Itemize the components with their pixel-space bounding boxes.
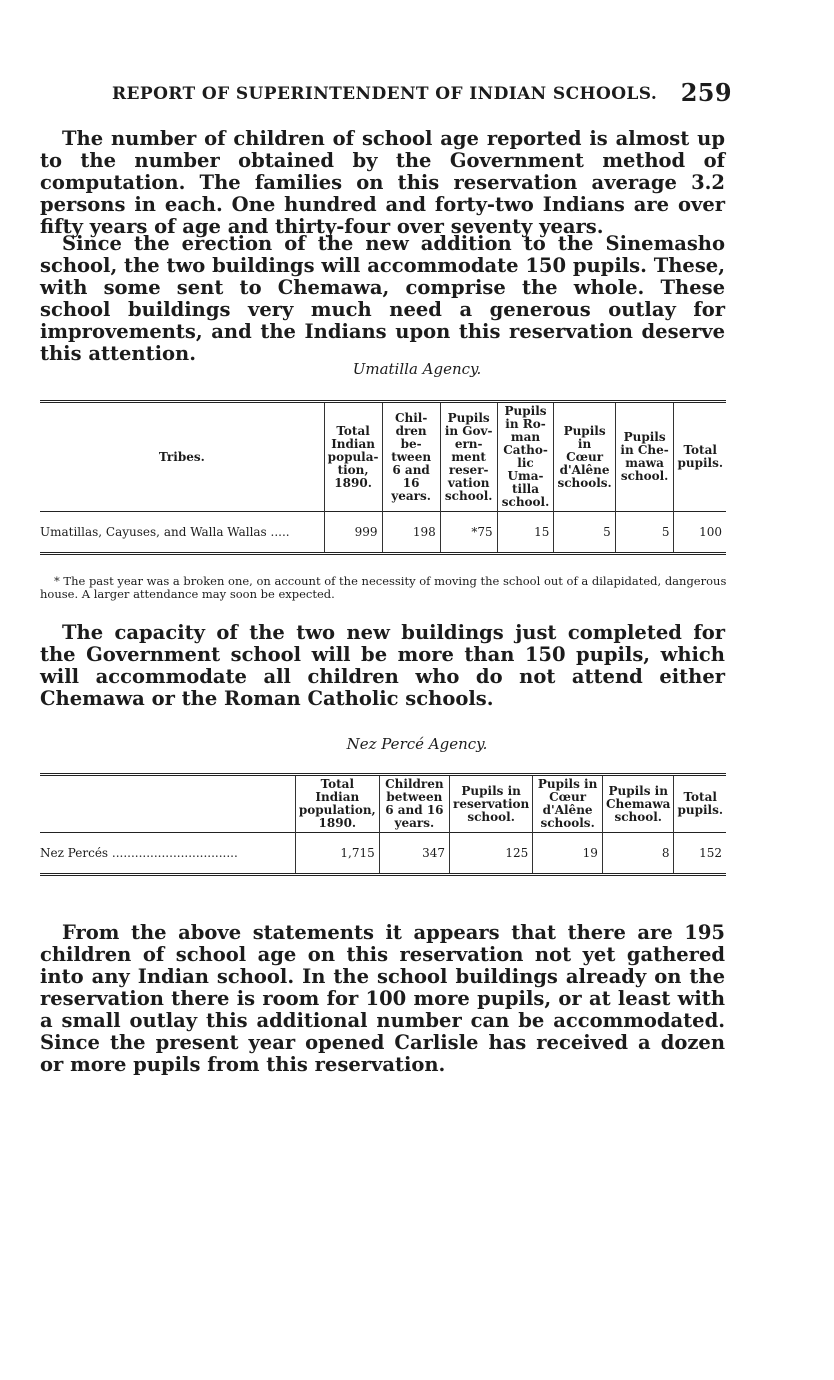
cell-catholic-school: 15 (497, 512, 554, 554)
cell-chemawa: 5 (615, 512, 674, 554)
paragraph-4: From the above statements it appears that there are 195 children of school age on this reservation not yet gathered into any Indian school. In the school buildings already on the reservation there is room for 100 more pupils, or at least with a small outlay this additional number can be accommodated. Since the present year opened Carlisle has received a dozen or more pupils from this reservation. (40, 921, 725, 1076)
col-header-coeur-dalene: Pupils in Cœur d'Alêne schools. (533, 775, 603, 833)
col-header-tribe-blank (40, 775, 295, 833)
cell-children: 347 (379, 833, 449, 875)
paragraph-3: The capacity of the two new buildings just completed for the Government school will be more than 150 pupils, which will accommodate all children who do not attend either Chemawa or the Roman Catholic schools. (40, 621, 725, 710)
col-header-coeur-dalene: Pupils in Cœur d'Alêne schools. (554, 402, 615, 512)
cell-population: 999 (324, 512, 382, 554)
col-header-chemawa: Pupils in Chemawa school. (602, 775, 674, 833)
col-header-population: Total Indian population, 1890. (295, 775, 379, 833)
running-title: REPORT OF SUPERINTENDENT OF INDIAN SCHOOLS. (112, 84, 658, 104)
col-header-total: Total pupils. (677, 443, 724, 470)
cell-chemawa: 8 (602, 833, 674, 875)
cell-total: 152 (699, 846, 722, 860)
cell-tribe: Umatillas, Cayuses, and Walla Wallas ..... (40, 512, 324, 554)
cell-total: 100 (699, 525, 722, 539)
col-header-chemawa: Pupils in Che-mawa school. (615, 402, 674, 512)
paragraph-2: Since the erection of the new addition to the Sinemasho school, the two buildings will accommodate 150 pupils. These, with some sent to Chemawa, comprise the whole. These school buildings very much need a generous outlay for improvements, and the Indians upon this reservation deserve this attention. (40, 232, 725, 365)
table-2-caption: Nez Percé Agency. (346, 735, 488, 753)
col-header-total: Total pupils. (677, 790, 724, 817)
table-1-footnote: * The past year was a broken one, on account of the necessity of moving the school out of a dilapidated, dangerous house. A larger attendance may soon be expected. (40, 574, 727, 601)
col-header-children: Children between 6 and 16 years. (379, 775, 449, 833)
col-header-children: Chil-dren be-tween 6 and 16 years. (382, 402, 440, 512)
cell-children: 198 (382, 512, 440, 554)
paragraph-1: The number of children of school age reported is almost up to the number obtained by the Government method of computation. The families on this reservation average 3.2 persons in each. One hundred and forty-two Indians are over fifty years of age and thirty-four over seventy years. (40, 127, 725, 238)
col-header-reservation-school: Pupils in reservation school. (450, 775, 533, 833)
page-header (112, 78, 732, 107)
col-header-tribes: Tribes. (40, 402, 324, 512)
page-number: 259 (680, 78, 732, 107)
col-header-population: Total Indian popula-tion, 1890. (324, 402, 382, 512)
cell-coeur-dalene: 5 (554, 512, 615, 554)
nez-perce-table (40, 773, 726, 876)
cell-reservation-school: 125 (450, 833, 533, 875)
umatilla-table (40, 400, 726, 555)
table-row (40, 833, 726, 875)
cell-population: 1,715 (295, 833, 379, 875)
col-header-catholic-school: Pupils in Ro-man Catho-lic Uma-tilla school. (497, 402, 554, 512)
table-row (40, 512, 726, 554)
table-header-row (40, 775, 726, 833)
table-header-row (40, 402, 726, 512)
cell-government-school: *75 (440, 512, 497, 554)
cell-tribe: Nez Percés ................................. (40, 833, 295, 875)
cell-coeur-dalene: 19 (533, 833, 603, 875)
table-1-caption: Umatilla Agency. (352, 360, 482, 378)
col-header-government-school: Pupils in Gov-ern-ment reser-vation school. (440, 402, 497, 512)
